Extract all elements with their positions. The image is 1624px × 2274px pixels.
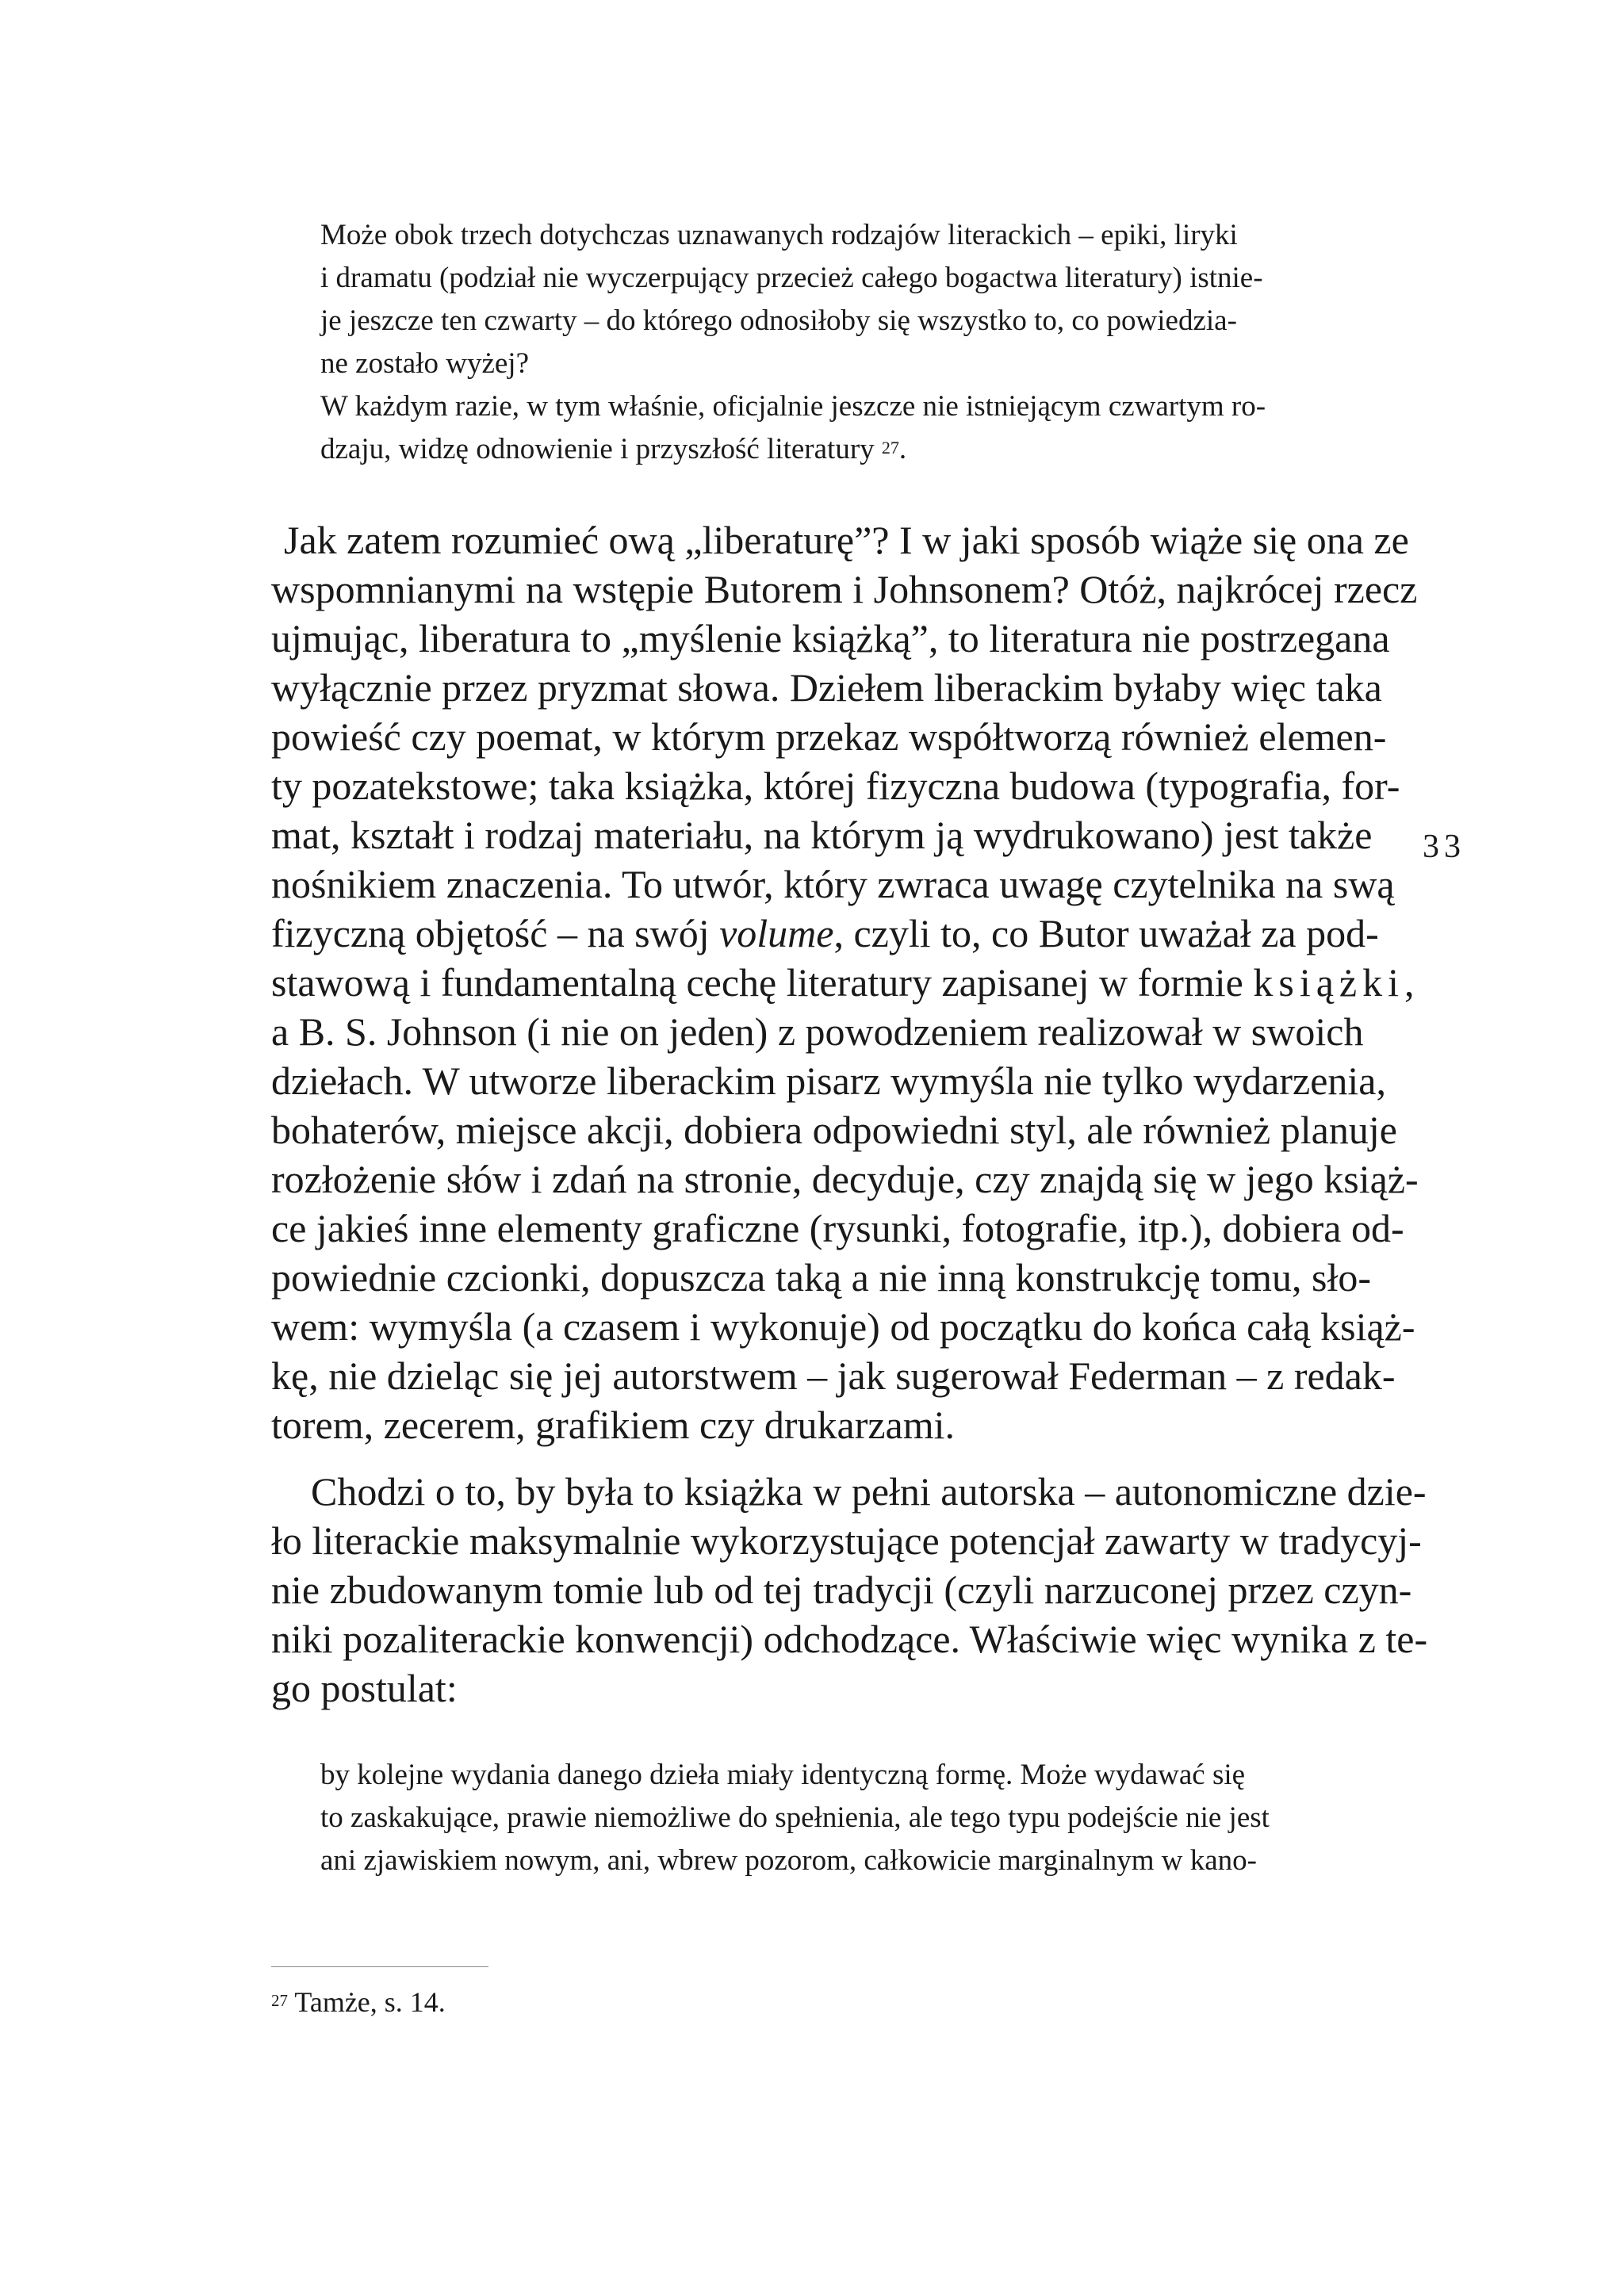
footnote-text: Tamże, s. 14. bbox=[294, 1986, 446, 2018]
body-line: bohaterów, miejsce akcji, dobiera odpowiedni styl, ale również planuje bbox=[271, 1108, 1397, 1152]
body-line: niki pozaliterackie konwencji) odchodzące. Właściwie więc wynika z te- bbox=[271, 1617, 1428, 1661]
body-line: kę, nie dzieląc się jej autorstwem – jak sugerował Federman – z redak- bbox=[271, 1353, 1396, 1398]
body-line: ło literackie maksymalnie wykorzystujące potencjał zawarty w tradycyj- bbox=[271, 1518, 1422, 1563]
quote-line: by kolejne wydania danego dzieła miały identyczną formę. Może wydawać się bbox=[320, 1759, 1246, 1791]
quote-line: ani zjawiskiem nowym, ani, wbrew pozorom, całkowicie marginalnym w kano- bbox=[320, 1844, 1257, 1877]
quote-line: je jeszcze ten czwarty – do którego odnosiłoby się wszystko to, co powiedzia- bbox=[320, 304, 1237, 337]
page-number: 33 bbox=[1423, 829, 1465, 865]
footnote-number: 27 bbox=[271, 1991, 288, 2010]
body-line: nośnikiem znaczenia. To utwór, który zwraca uwagę czytelnika na swą bbox=[271, 862, 1395, 906]
quote-line-last bbox=[320, 428, 906, 471]
body-line: rozłożenie słów i zdań na stronie, decyduje, czy znajdą się w jego książ- bbox=[271, 1157, 1419, 1201]
spaced-term: książki bbox=[1253, 960, 1404, 1005]
body-line bbox=[271, 909, 1379, 958]
body-line: ujmując, liberatura to „myślenie książką”, to literatura nie postrzegana bbox=[271, 616, 1390, 660]
body-line: Jak zatem rozumieć ową „liberaturę”? I w jaki sposób wiąże się ona ze bbox=[284, 518, 1409, 562]
body-line: ce jakieś inne elementy graficzne (rysunki, fotografie, itp.), dobiera od- bbox=[271, 1206, 1404, 1250]
body-line: wem: wymyśla (a czasem i wykonuje) od początku do końca całą książ- bbox=[271, 1304, 1415, 1349]
body-text-fragment: , czyli to, co Butor uważał za pod- bbox=[833, 911, 1379, 955]
body-line bbox=[271, 958, 1415, 1007]
body-text-fragment: fizyczną objętość – na swój bbox=[271, 911, 720, 955]
footnote-divider bbox=[271, 1966, 488, 1967]
body-line: go postulat: bbox=[271, 1666, 458, 1710]
body-line: mat, kształt i rodzaj materiału, na którym ją wydrukowano) jest także bbox=[271, 813, 1373, 857]
quote-line: Może obok trzech dotychczas uznawanych rodzajów literackich – epiki, liryki bbox=[320, 219, 1238, 251]
footnote-reference[interactable]: 27 bbox=[881, 438, 899, 457]
quote-text: dzaju, widzę odnowienie i przyszłość literatury bbox=[320, 433, 875, 465]
body-line: dziełach. W utworze liberackim pisarz wymyśla nie tylko wydarzenia, bbox=[271, 1059, 1386, 1103]
quote-line: i dramatu (podział nie wyczerpujący przecież całego bogactwa literatury) istnie- bbox=[320, 262, 1263, 294]
body-line: powiednie czcionki, dopuszcza taką a nie inną konstrukcję tomu, sło- bbox=[271, 1255, 1372, 1300]
footnote bbox=[271, 1982, 446, 2022]
quote-line: W każdym razie, w tym właśnie, oficjalnie jeszcze nie istniejącym czwartym ro- bbox=[320, 390, 1266, 423]
body-line: nie zbudowanym tomie lub od tej tradycji (czyli narzuconej przez czyn- bbox=[271, 1568, 1412, 1612]
body-line: a B. S. Johnson (i nie on jeden) z powodzeniem realizował w swoich bbox=[271, 1009, 1364, 1054]
body-line: Chodzi o to, by była to książka w pełni autorska – autonomiczne dzie- bbox=[311, 1469, 1427, 1514]
body-line: powieść czy poemat, w którym przekaz współtworzą również elemen- bbox=[271, 714, 1387, 759]
body-line: ty pozatekstowe; taka książka, której fizyczna budowa (typografia, for- bbox=[271, 764, 1400, 808]
end-punct: . bbox=[898, 433, 907, 465]
body-text-fragment: stawową i fundamentalną cechę literatury zapisanej w formie bbox=[271, 960, 1254, 1005]
quote-line: to zaskakujące, prawie niemożliwe do spełnienia, ale tego typu podejście nie jest bbox=[320, 1801, 1270, 1834]
body-line: wyłącznie przez pryzmat słowa. Dziełem liberackim byłaby więc taka bbox=[271, 665, 1382, 710]
body-text-fragment: , bbox=[1404, 960, 1415, 1005]
body-line: wspomnianymi na wstępie Butorem i Johnsonem? Otóż, najkrócej rzecz bbox=[271, 567, 1418, 611]
body-line: torem, zecerem, grafikiem czy drukarzami. bbox=[271, 1403, 956, 1447]
quote-line: ne zostało wyżej? bbox=[320, 347, 529, 380]
italic-term: volume bbox=[719, 911, 834, 955]
